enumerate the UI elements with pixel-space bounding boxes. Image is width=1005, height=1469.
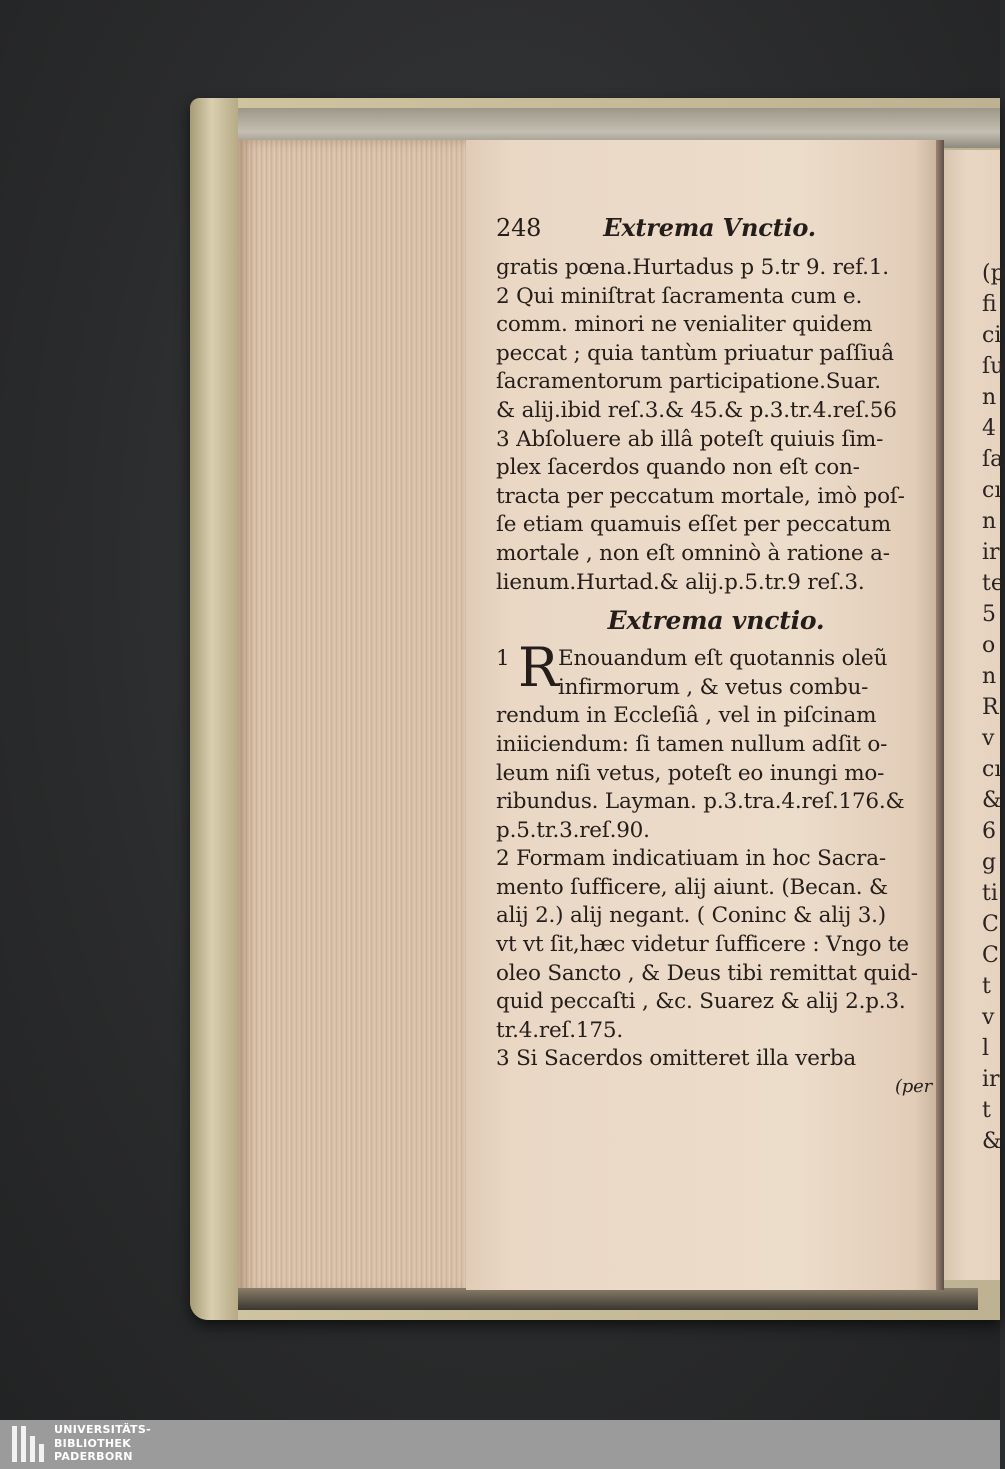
text-line: ſacramentorum participatione.Suar. [496, 369, 881, 395]
page-gutter [936, 140, 944, 1290]
text-line: alij 2.) alij negant. ( Coninc & alij 3.) [496, 903, 886, 929]
text-line: & alij.ibid reſ.3.& 45.& p.3.tr.4.reſ.56 [496, 397, 897, 423]
drop-cap: R [518, 636, 559, 700]
text-line: oleo Sancto , & Deus tibi remittat quid- [496, 960, 918, 986]
text-line: iniiciendum: ſi tamen nullum adſit o- [496, 731, 888, 757]
page-text [496, 206, 936, 1100]
text-line: Enouandum eſt quotannis oleũ [558, 646, 888, 672]
text-line: ribundus. Layman. p.3.tra.4.reſ.176.& [496, 789, 905, 815]
text-line: plex ſacerdos quando non eſt con- [496, 455, 860, 481]
text-line: quid peccaſti , &c. Suarez & alij 2.p.3. [496, 989, 906, 1015]
right-page-text: (p fi ci ſu n 4 ſa cı n ir te 5 o n R v cı & 6 g ti C C t v l ir t & [982, 261, 1005, 1154]
text-line: peccat ; quia tantùm priuatur paſſiuâ [496, 340, 894, 366]
text-line: mortale , non eſt omninò à ratione a- [496, 540, 890, 566]
catchword: (per [894, 1076, 932, 1098]
text-line: rendum in Eccleſiâ , vel in piſcinam [496, 703, 877, 729]
drop-cap-lines [558, 645, 887, 702]
text-line: 3 Si Sacerdos omitteret illa verba [496, 1046, 857, 1072]
library-name-line2: BIBLIOTHEK [54, 1436, 132, 1450]
text-line: p.5.tr.3.reſ.90. [496, 817, 650, 843]
paragraphs-before [496, 254, 936, 597]
library-logo-icon [12, 1426, 44, 1462]
drop-cap-paragraph [496, 636, 936, 702]
running-head: Extrema Vnctio. [603, 213, 816, 242]
text-line: 2 Formam indicatiuam in hoc Sacra- [496, 846, 886, 872]
section-title: Extrema vnctio. [607, 606, 825, 636]
page-number: 248 [496, 214, 542, 242]
text-line: comm. minori ne venialiter quidem [496, 312, 873, 338]
page-header [496, 206, 936, 250]
text-line: 2 Qui miniſtrat ſacramenta cum e. [496, 283, 863, 309]
right-page-fragment [944, 150, 1005, 1280]
text-line: lienum.Hurtad.& alij.p.5.tr.9 reſ.3. [496, 569, 865, 595]
text-line: 3 Abſoluere ab illâ poteſt quiuis ſim- [496, 426, 884, 452]
paragraph-number: 1 [496, 646, 510, 672]
text-line: tracta per peccatum mortale, imò poſ- [496, 483, 905, 509]
library-name-line3: PADERBORN [54, 1450, 133, 1463]
library-name-line1: UNIVERSITÄTS- [54, 1423, 151, 1436]
text-line: vt vt ſit,hæc videtur ſufficere : Vngo te [496, 932, 909, 958]
text-line: infirmorum , & vetus combu- [558, 674, 869, 700]
text-line: gratis pœna.Hurtadus p 5.tr 9. ref.1. [496, 255, 889, 280]
text-line: tr.4.reſ.175. [496, 1017, 623, 1043]
text-line: mento ſufficere, alij aiunt. (Becan. & [496, 874, 888, 900]
page-block-edge [238, 140, 468, 1295]
paragraphs-after [496, 702, 936, 1074]
page-block-bottom [238, 1288, 978, 1310]
library-banner [0, 1420, 1000, 1469]
library-name [54, 1423, 151, 1464]
text-line: leum niſi vetus, poteſt eo inungi mo- [496, 760, 885, 786]
text-line: ſe etiam quamuis eſſet per peccatum [496, 512, 891, 538]
book-spine [190, 98, 238, 1320]
